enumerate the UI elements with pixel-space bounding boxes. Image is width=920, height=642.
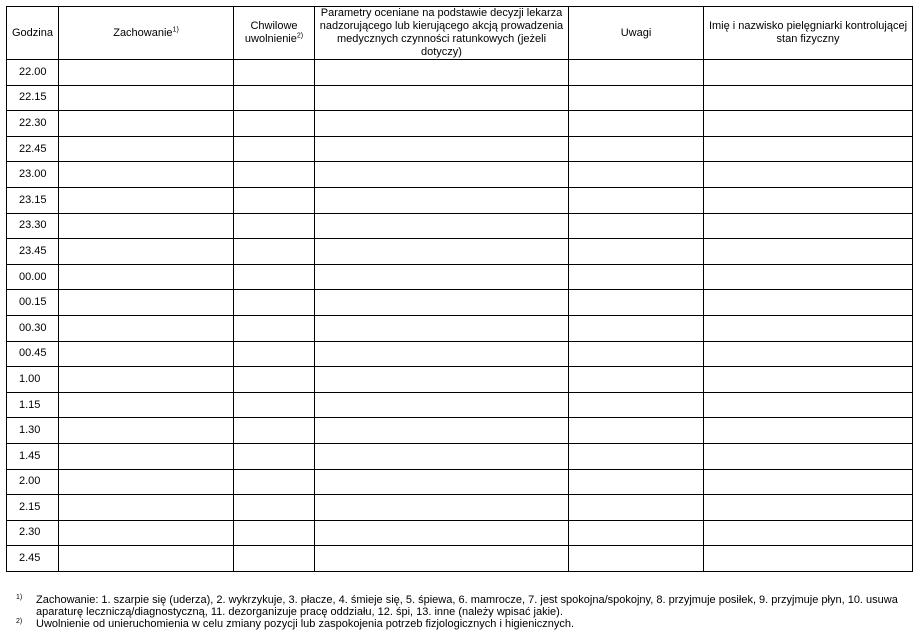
- table-row: [7, 418, 913, 444]
- uwolnienie-cell[interactable]: [234, 187, 315, 213]
- pielegniarka-cell[interactable]: [704, 546, 913, 572]
- time-cell: 00.30: [7, 315, 59, 341]
- uwagi-cell[interactable]: [569, 392, 704, 418]
- parametry-cell[interactable]: [315, 85, 569, 111]
- footnote-mark: 2): [16, 618, 23, 625]
- uwolnienie-cell[interactable]: [234, 315, 315, 341]
- parametry-cell[interactable]: [315, 315, 569, 341]
- time-cell: 1.15: [7, 392, 59, 418]
- table-row: [7, 367, 913, 393]
- zachowanie-cell[interactable]: [59, 546, 234, 572]
- parametry-cell[interactable]: [315, 520, 569, 546]
- time-cell: 22.15: [7, 85, 59, 111]
- zachowanie-cell[interactable]: [59, 111, 234, 137]
- table-row: [7, 469, 913, 495]
- uwagi-cell[interactable]: [569, 162, 704, 188]
- parametry-cell[interactable]: [315, 418, 569, 444]
- time-cell: 1.00: [7, 367, 59, 393]
- uwagi-cell[interactable]: [569, 290, 704, 316]
- time-cell: 22.30: [7, 111, 59, 137]
- zachowanie-cell[interactable]: [59, 315, 234, 341]
- uwolnienie-cell[interactable]: [234, 85, 315, 111]
- pielegniarka-cell[interactable]: [704, 187, 913, 213]
- table-row: [7, 495, 913, 521]
- uwagi-cell[interactable]: [569, 546, 704, 572]
- uwolnienie-cell[interactable]: [234, 162, 315, 188]
- pielegniarka-cell[interactable]: [704, 60, 913, 86]
- uwolnienie-cell[interactable]: [234, 264, 315, 290]
- parametry-cell[interactable]: [315, 111, 569, 137]
- uwolnienie-cell[interactable]: [234, 418, 315, 444]
- table-row: [7, 264, 913, 290]
- pielegniarka-cell[interactable]: [704, 111, 913, 137]
- uwolnienie-cell[interactable]: [234, 111, 315, 137]
- time-cell: 23.45: [7, 239, 59, 265]
- uwagi-cell[interactable]: [569, 315, 704, 341]
- pielegniarka-cell[interactable]: [704, 341, 913, 367]
- zachowanie-cell[interactable]: [59, 264, 234, 290]
- zachowanie-cell[interactable]: [59, 187, 234, 213]
- header-row: [7, 7, 913, 60]
- pielegniarka-cell[interactable]: [704, 136, 913, 162]
- uwolnienie-cell[interactable]: [234, 495, 315, 521]
- parametry-cell[interactable]: [315, 136, 569, 162]
- uwagi-cell[interactable]: [569, 469, 704, 495]
- table-row: [7, 136, 913, 162]
- table-row: [7, 290, 913, 316]
- uwagi-cell[interactable]: [569, 418, 704, 444]
- header-uwagi: Uwagi: [569, 7, 704, 60]
- parametry-cell[interactable]: [315, 187, 569, 213]
- zachowanie-cell[interactable]: [59, 290, 234, 316]
- uwagi-cell[interactable]: [569, 213, 704, 239]
- time-cell: 2.30: [7, 520, 59, 546]
- pielegniarka-cell[interactable]: [704, 418, 913, 444]
- parametry-cell[interactable]: [315, 546, 569, 572]
- header-pielegniarka: Imię i nazwisko pielęgniarki kontrolującej stan fizyczny: [704, 7, 913, 60]
- uwagi-cell[interactable]: [569, 60, 704, 86]
- header-uwolnienie: Chwilowe uwolnienie$^{2)}$: [234, 7, 315, 60]
- table-row: [7, 111, 913, 137]
- uwolnienie-cell[interactable]: [234, 60, 315, 86]
- table-row: [7, 392, 913, 418]
- footnote-ref-1: 1): [172, 25, 179, 33]
- uwolnienie-cell[interactable]: [234, 341, 315, 367]
- pielegniarka-cell[interactable]: [704, 290, 913, 316]
- time-cell: 22.45: [7, 136, 59, 162]
- uwagi-cell[interactable]: [569, 85, 704, 111]
- table-row: [7, 60, 913, 86]
- zachowanie-cell[interactable]: [59, 341, 234, 367]
- time-cell: 22.00: [7, 60, 59, 86]
- table-row: [7, 187, 913, 213]
- table-row: [7, 213, 913, 239]
- header-parametry: Parametry oceniane na podstawie decyzji lekarza nadzorującego lub kierującego akcją prowadzenia medycznych czynności ratunkowych (jeżeli dotyczy): [315, 7, 569, 60]
- uwagi-cell[interactable]: [569, 341, 704, 367]
- footnote-1: [16, 594, 906, 618]
- parametry-cell[interactable]: [315, 341, 569, 367]
- zachowanie-cell[interactable]: [59, 162, 234, 188]
- uwolnienie-cell[interactable]: [234, 469, 315, 495]
- parametry-cell[interactable]: [315, 469, 569, 495]
- uwagi-cell[interactable]: [569, 264, 704, 290]
- table-row: [7, 443, 913, 469]
- uwagi-cell[interactable]: [569, 136, 704, 162]
- parametry-cell[interactable]: [315, 213, 569, 239]
- footnote-mark: 1): [16, 594, 23, 601]
- table-row: [7, 520, 913, 546]
- pielegniarka-cell[interactable]: [704, 495, 913, 521]
- zachowanie-cell[interactable]: [59, 469, 234, 495]
- header-zachowanie: Zachowanie$^{1)}$: [59, 7, 234, 60]
- uwolnienie-cell[interactable]: [234, 443, 315, 469]
- pielegniarka-cell[interactable]: [704, 367, 913, 393]
- zachowanie-cell[interactable]: [59, 418, 234, 444]
- uwolnienie-cell[interactable]: [234, 367, 315, 393]
- uwagi-cell[interactable]: [569, 187, 704, 213]
- zachowanie-cell[interactable]: [59, 60, 234, 86]
- time-cell: 1.30: [7, 418, 59, 444]
- pielegniarka-cell[interactable]: [704, 315, 913, 341]
- zachowanie-cell[interactable]: [59, 136, 234, 162]
- zachowanie-cell[interactable]: [59, 85, 234, 111]
- uwagi-cell[interactable]: [569, 111, 704, 137]
- uwagi-cell[interactable]: [569, 367, 704, 393]
- pielegniarka-cell[interactable]: [704, 85, 913, 111]
- zachowanie-cell[interactable]: [59, 495, 234, 521]
- zachowanie-cell[interactable]: [59, 213, 234, 239]
- table-row: [7, 341, 913, 367]
- parametry-cell[interactable]: [315, 239, 569, 265]
- observation-table: [6, 6, 913, 572]
- pielegniarka-cell[interactable]: [704, 392, 913, 418]
- table-row: [7, 85, 913, 111]
- time-cell: 2.00: [7, 469, 59, 495]
- uwolnienie-cell[interactable]: [234, 392, 315, 418]
- time-cell: 23.30: [7, 213, 59, 239]
- time-cell: 23.00: [7, 162, 59, 188]
- parametry-cell[interactable]: [315, 290, 569, 316]
- zachowanie-cell[interactable]: [59, 520, 234, 546]
- uwagi-cell[interactable]: [569, 443, 704, 469]
- uwagi-cell[interactable]: [569, 239, 704, 265]
- pielegniarka-cell[interactable]: [704, 162, 913, 188]
- time-cell: 00.15: [7, 290, 59, 316]
- time-cell: 00.00: [7, 264, 59, 290]
- uwolnienie-cell[interactable]: [234, 546, 315, 572]
- uwolnienie-cell[interactable]: [234, 136, 315, 162]
- zachowanie-cell[interactable]: [59, 443, 234, 469]
- parametry-cell[interactable]: [315, 392, 569, 418]
- header-godzina: Godzina: [7, 7, 59, 60]
- pielegniarka-cell[interactable]: [704, 520, 913, 546]
- table-row: [7, 315, 913, 341]
- pielegniarka-cell[interactable]: [704, 239, 913, 265]
- zachowanie-cell[interactable]: [59, 392, 234, 418]
- time-cell: 00.45: [7, 341, 59, 367]
- footnote-2: [16, 618, 906, 630]
- footnote-text: Uwolnienie od unieruchomienia w celu zmiany pozycji lub zaspokojenia potrzeb fizjologicznych i higienicznych.: [36, 618, 575, 630]
- pielegniarka-cell[interactable]: [704, 264, 913, 290]
- parametry-cell[interactable]: [315, 264, 569, 290]
- footnotes: [16, 594, 906, 630]
- zachowanie-cell[interactable]: [59, 367, 234, 393]
- parametry-cell[interactable]: [315, 495, 569, 521]
- time-cell: 2.45: [7, 546, 59, 572]
- table-row: [7, 162, 913, 188]
- uwolnienie-cell[interactable]: [234, 213, 315, 239]
- parametry-cell[interactable]: [315, 60, 569, 86]
- footnote-ref-2: 2): [296, 32, 304, 40]
- time-cell: 2.15: [7, 495, 59, 521]
- time-cell: 1.45: [7, 443, 59, 469]
- parametry-cell[interactable]: [315, 162, 569, 188]
- pielegniarka-cell[interactable]: [704, 469, 913, 495]
- uwolnienie-cell[interactable]: [234, 290, 315, 316]
- table-row: [7, 546, 913, 572]
- uwolnienie-cell[interactable]: [234, 520, 315, 546]
- table-row: [7, 239, 913, 265]
- footnote-text: Zachowanie: 1. szarpie się (uderza), 2. wykrzykuje, 3. płacze, 4. śmieje się, 5. śpiewa, 6. mamrocze, 7. jest spokojna/spokojny, 8. przyjmuje posiłek, 9. przyjmuje płyn, 10. usuwa aparaturę leczniczą/diagnostyczną, 11. dezorganizuje pracę oddziału, 12. śpi, 13. inne (należy wpisać jakie).: [36, 594, 898, 618]
- zachowanie-cell[interactable]: [59, 239, 234, 265]
- parametry-cell[interactable]: [315, 367, 569, 393]
- time-cell: 23.15: [7, 187, 59, 213]
- uwolnienie-cell[interactable]: [234, 239, 315, 265]
- pielegniarka-cell[interactable]: [704, 443, 913, 469]
- uwagi-cell[interactable]: [569, 520, 704, 546]
- uwagi-cell[interactable]: [569, 495, 704, 521]
- parametry-cell[interactable]: [315, 443, 569, 469]
- pielegniarka-cell[interactable]: [704, 213, 913, 239]
